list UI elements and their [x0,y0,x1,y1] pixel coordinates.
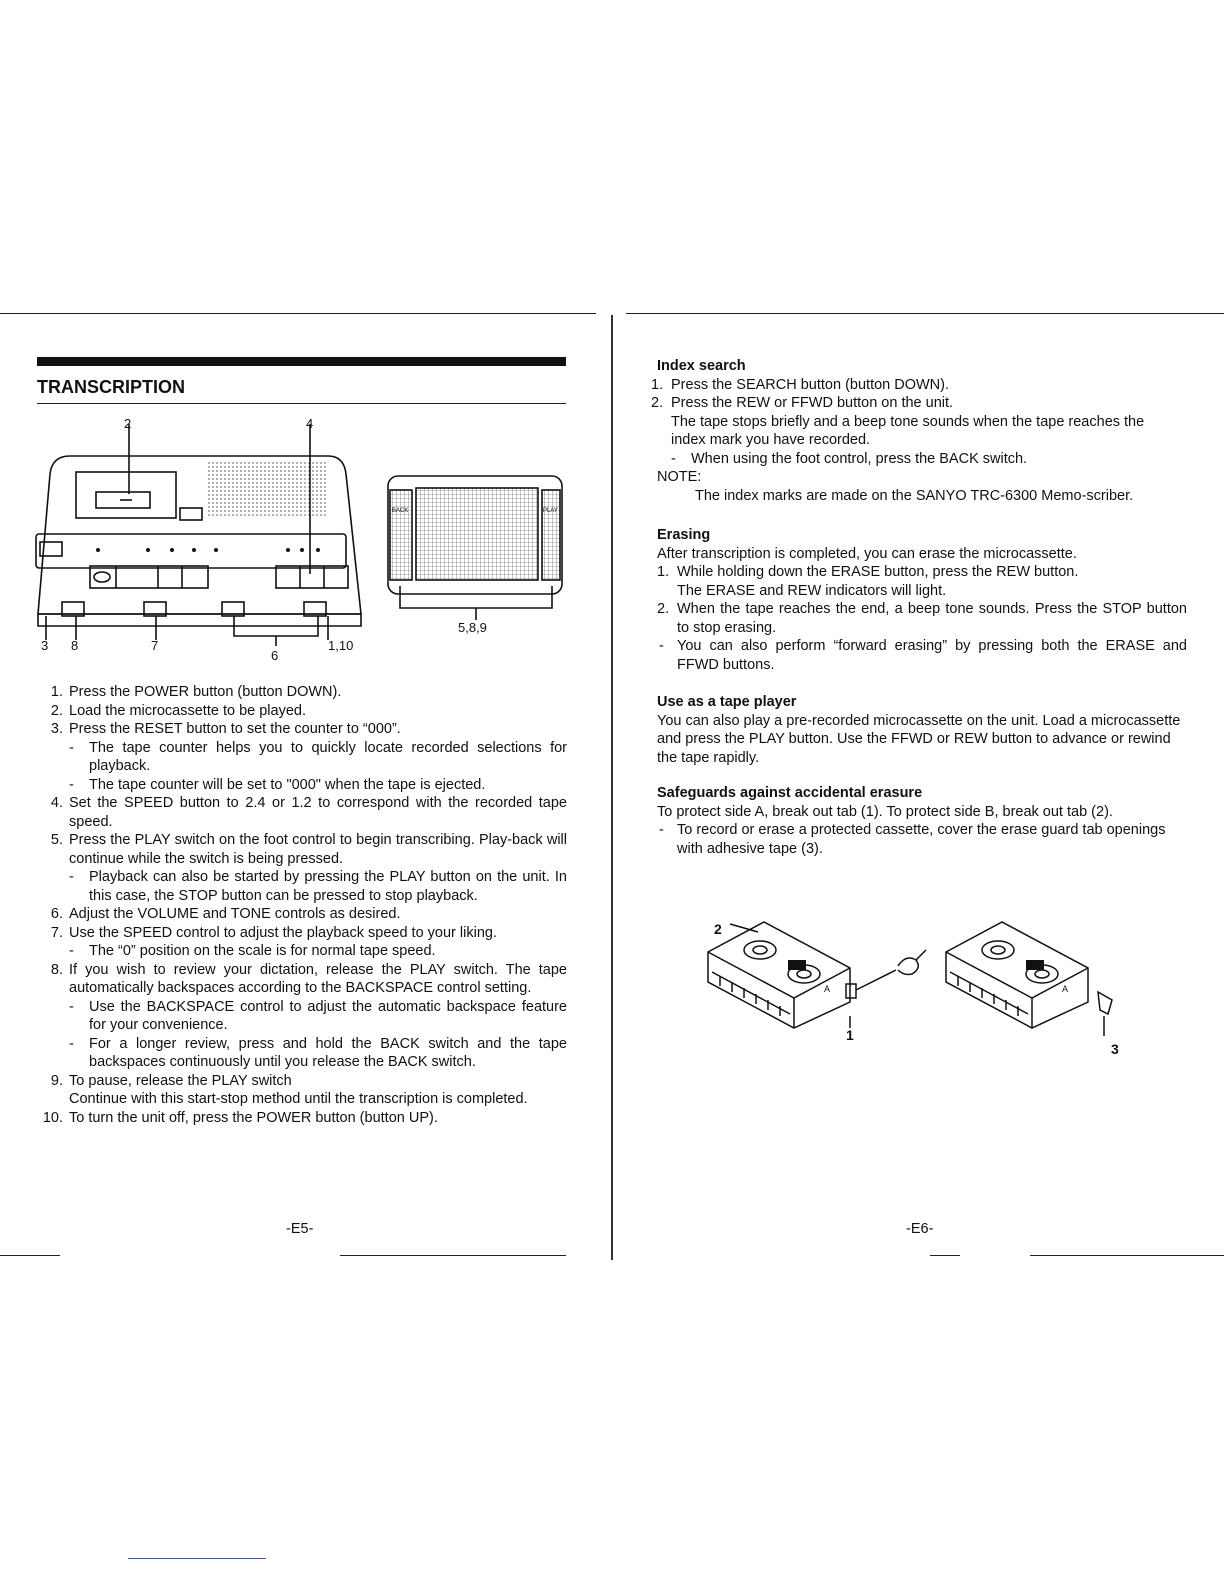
step-text: Press the PLAY switch on the foot control to begin transcribing. Play-back will continue while the switch is being pressed. [69,832,567,867]
step-text: Continue with this start-stop method until the transcription is completed. [69,1091,528,1107]
back-switch-label: BACK [392,508,409,514]
step-text: Set the SPEED button to 2.4 or 1.2 to correspond with the recorded tape speed. [69,795,567,830]
cassette-label-3: 3 [1111,1041,1119,1057]
heading-bar [37,357,566,366]
step-sub-item: - For a longer review, press and hold the BACK switch and the tape backspaces continuously until you release the BACK switch. [69,1035,567,1070]
step-number: 2. [50,702,63,719]
left-top-rule [0,313,596,314]
step-number: 3. [50,721,63,737]
step-sub-item: - The tape counter helps you to quickly locate recorded selections for playback. [69,739,567,774]
step-5 [37,831,567,868]
step-sub-item: - The “0” position on the scale is for normal tape speed. [69,943,436,959]
fig-label-5-8-9: 5,8,9 [458,620,487,635]
step-text: If you wish to review your dictation, release the PLAY switch. The tape automatically backspaces according to the BACKSPACE control setting. [69,961,567,996]
safeguards-heading: Safeguards against accidental erasure [657,785,923,801]
step-4 [37,794,567,831]
fig-label-6: 6 [271,648,279,663]
left-bottom-rule [0,1255,60,1256]
erasing-dash: - You can also perform “forward erasing” by pressing both the ERASE and FFWD buttons. [659,638,1187,673]
step-text: Press the POWER button (button DOWN). [69,684,342,700]
play-switch-label: PLAY [543,508,558,514]
index-sub: - When using the foot control, press the BACK switch. [671,450,1028,467]
step-text: Adjust the VOLUME and TONE controls as desired. [69,906,401,922]
footer-link-line [128,1558,266,1559]
tape-player-heading: Use as a tape player [657,694,797,710]
step-number: 4. [50,795,63,811]
safeguards-dash: - To record or erase a protected cassette, cover the erase guard tab openings with adhesive tape (3). [659,822,1166,857]
index-search-section [651,357,1187,505]
step-11 [37,1109,567,1128]
step-number: 1. [50,684,63,700]
page-number-left: -E5- [286,1221,314,1237]
step-text: Load the microcassette to be played. [69,702,306,719]
cassette-diagram [700,910,1140,1060]
fig-label-4: 4 [306,416,314,431]
fig-label-8: 8 [71,638,79,653]
index-search-heading: Index search [657,358,746,374]
right-bottom-rule-2 [1030,1255,1224,1256]
erasing-step-1: 1. While holding down the ERASE button, press the REW button. The ERASE and REW indicators will light. [657,564,1079,599]
erasing-heading: Erasing [657,527,711,543]
fig-label-2: 2 [124,416,132,431]
erasing-section [657,526,1187,674]
step-number: 10. [42,1109,63,1126]
transcriber-diagram [28,414,576,670]
step-number: 8. [50,961,63,978]
step-text: To turn the unit off, press the POWER button (button UP). [69,1109,438,1126]
step-9 [37,1072,567,1091]
step-3 [37,720,567,739]
step-sub-item: - Playback can also be started by pressing the PLAY button on the unit. In this case, the STOP button can be pressed to stop playback. [69,869,567,904]
side-a-label-2: A [1062,984,1069,994]
step-text: Use the SPEED control to adjust the playback speed to your liking. [69,924,497,941]
step-number: 5. [50,832,63,848]
page-title: TRANSCRIPTION [37,377,185,397]
step-number: 7. [50,924,63,941]
note-text: The index marks are made on the SANYO TRC-6300 Memo-scriber. [695,487,1134,504]
step-2 [37,702,567,721]
safeguards-para: To protect side A, break out tab (1). To protect side B, break out tab (2). [657,803,1113,820]
erasing-intro: After transcription is completed, you can erase the microcassette. [657,545,1077,562]
transcription-steps [37,683,567,1127]
page-number-right: -E6- [906,1221,934,1237]
step-10 [37,1090,567,1109]
step-number: 9. [50,1072,63,1089]
left-bottom-rule-2 [340,1255,566,1256]
tape-player-section [657,693,1187,767]
safeguards-section [657,784,1187,858]
cassette-label-2: 2 [714,921,722,937]
note-label: NOTE: [657,469,702,485]
step-text: To pause, release the PLAY switch [69,1072,292,1089]
cassette-label-1: 1 [846,1027,854,1043]
erasing-step-2: 2. When the tape reaches the end, a beep tone sounds. Press the STOP button to stop erasing. [657,601,1187,636]
step-7 [37,924,567,943]
index-para: The tape stops briefly and a beep tone sounds when the tape reaches the index mark you have recorded. [671,413,1145,448]
step-6 [37,905,567,924]
tape-player-para: You can also play a pre-recorded microcassette on the unit. Load a microcassette and press the PLAY button. Use the FFWD or REW button to advance or rewind the tape rapidly. [657,712,1181,766]
fig-label-7: 7 [151,638,159,653]
step-8 [37,961,567,998]
index-step-1: 1. Press the SEARCH button (button DOWN). [651,376,950,393]
heading-underline [37,403,566,404]
side-a-label-1: A [824,984,831,994]
center-divider [611,315,613,1260]
fig-label-1-10: 1,10 [328,638,354,653]
fig-label-3: 3 [41,638,49,653]
right-bottom-rule [930,1255,960,1256]
step-sub-item: - The tape counter will be set to "000" when the tape is ejected. [69,776,486,793]
step-number: 6. [50,906,63,922]
step-sub-item: - Use the BACKSPACE control to adjust the automatic backspace feature for your convenience. [69,998,567,1033]
step-text: Press the RESET button to set the counter to “000”. [69,721,401,737]
right-top-rule [626,313,1224,314]
step-1 [37,683,567,702]
index-step-2: 2. Press the REW or FFWD button on the unit. [651,395,954,411]
